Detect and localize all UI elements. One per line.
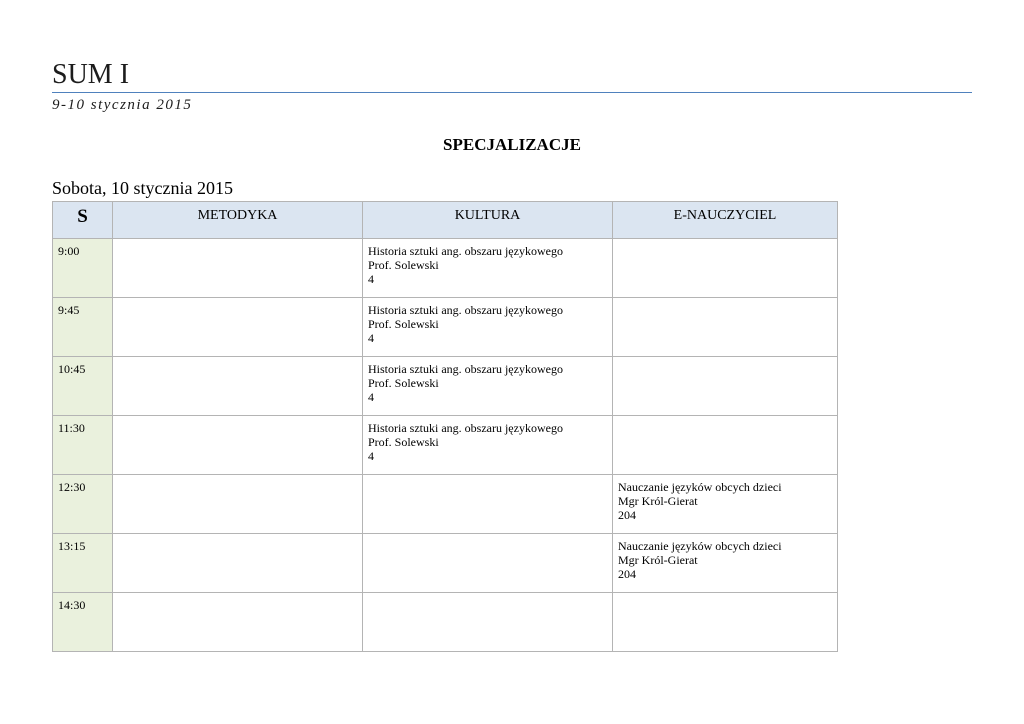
section-heading: SPECJALIZACJE (443, 135, 581, 154)
instructor-name: Prof. Solewski (368, 317, 439, 331)
table-row (53, 416, 838, 475)
time-cell: 9:00 (53, 239, 113, 298)
schedule-table (52, 201, 838, 652)
class-cell-kultura (363, 534, 613, 593)
table-row (53, 534, 838, 593)
room-number: 4 (368, 449, 374, 463)
class-cell-metodyka (113, 534, 363, 593)
course-name: Historia sztuki ang. obszaru językowego (368, 421, 563, 435)
column-header-kultura: KULTURA (363, 202, 613, 239)
column-header-metodyka: METODYKA (113, 202, 363, 239)
room-number: 204 (618, 508, 636, 522)
class-cell-e-nauczyciel (613, 475, 838, 534)
column-header-s: S (53, 202, 113, 239)
room-number: 4 (368, 331, 374, 345)
class-cell-metodyka (113, 593, 363, 652)
class-cell-metodyka (113, 239, 363, 298)
class-cell-e-nauczyciel (613, 534, 838, 593)
class-cell-e-nauczyciel (613, 416, 838, 475)
table-row (53, 298, 838, 357)
class-cell-e-nauczyciel (613, 298, 838, 357)
document-subtitle: 9-10 stycznia 2015 (52, 97, 193, 113)
time-cell: 13:15 (53, 534, 113, 593)
class-cell-e-nauczyciel (613, 357, 838, 416)
class-cell-metodyka (113, 475, 363, 534)
time-cell: 14:30 (53, 593, 113, 652)
table-row (53, 239, 838, 298)
instructor-name: Prof. Solewski (368, 435, 439, 449)
room-number: 204 (618, 567, 636, 581)
instructor-name: Prof. Solewski (368, 376, 439, 390)
class-cell-metodyka (113, 298, 363, 357)
class-cell-metodyka (113, 416, 363, 475)
day-heading: Sobota, 10 stycznia 2015 (52, 178, 233, 198)
instructor-name: Mgr Król-Gierat (618, 553, 698, 567)
time-cell: 12:30 (53, 475, 113, 534)
course-name: Nauczanie języków obcych dzieci (618, 480, 782, 494)
document-title: SUM I (52, 59, 130, 90)
table-header-row (53, 202, 838, 239)
title-underline (52, 92, 972, 93)
instructor-name: Mgr Król-Gierat (618, 494, 698, 508)
time-cell: 11:30 (53, 416, 113, 475)
table-row (53, 357, 838, 416)
class-cell-kultura (363, 593, 613, 652)
course-name: Historia sztuki ang. obszaru językowego (368, 303, 563, 317)
class-cell-kultura (363, 416, 613, 475)
class-cell-kultura (363, 298, 613, 357)
class-cell-e-nauczyciel (613, 239, 838, 298)
course-name: Historia sztuki ang. obszaru językowego (368, 362, 563, 376)
class-cell-e-nauczyciel (613, 593, 838, 652)
course-name: Historia sztuki ang. obszaru językowego (368, 244, 563, 258)
time-cell: 10:45 (53, 357, 113, 416)
room-number: 4 (368, 390, 374, 404)
class-cell-kultura (363, 239, 613, 298)
table-row (53, 475, 838, 534)
course-name: Nauczanie języków obcych dzieci (618, 539, 782, 553)
time-cell: 9:45 (53, 298, 113, 357)
class-cell-metodyka (113, 357, 363, 416)
table-row (53, 593, 838, 652)
room-number: 4 (368, 272, 374, 286)
column-header-e-nauczyciel: E-NAUCZYCIEL (613, 202, 838, 239)
class-cell-kultura (363, 475, 613, 534)
class-cell-kultura (363, 357, 613, 416)
instructor-name: Prof. Solewski (368, 258, 439, 272)
